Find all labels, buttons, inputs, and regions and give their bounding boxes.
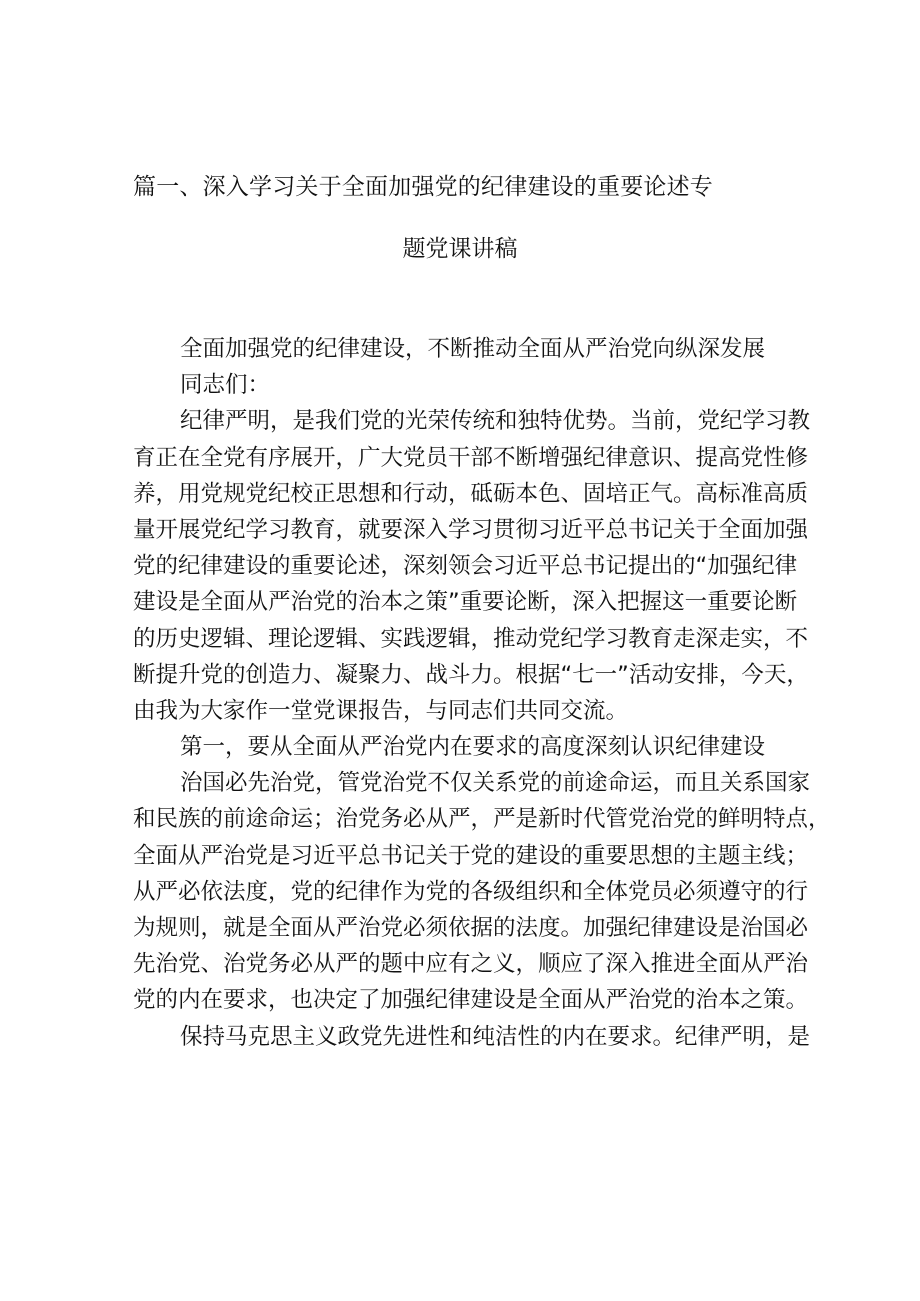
paragraph-line: 由我为大家作一堂党课报告，与同志们共同交流。 [133,697,629,724]
paragraph-line: 党的纪律建设的重要论述，深刻领会习近平总书记提出的“加强纪律 [133,553,798,580]
paragraph-line: 保持马克思主义政党先进性和纯洁性的内在要求。纪律严明，是 [180,1023,811,1050]
paragraph-line: 育正在全党有序展开，广大党员干部不断增强纪律意识、提高党性修 [133,444,809,471]
section-heading: 第一，要从全面从严治党内在要求的高度深刻认识纪律建设 [180,734,766,761]
salutation: 同志们： [180,372,271,399]
paragraph-line: 和民族的前途命运；治党务必从严，严是新时代管党治党的鲜明特点， [133,806,831,833]
paragraph-line: 为规则，就是全面从严治党必须依据的法度。加强纪律建设是治国必 [133,915,809,941]
paragraph-line: 的历史逻辑、理论逻辑、实践逻辑，推动党纪学习教育走深走实，不 [133,625,809,652]
document-body [133,331,831,1055]
paragraph-line: 纪律严明，是我们党的光荣传统和独特优势。当前，党纪学习教 [180,408,811,435]
paragraph-line: 党的内在要求，也决定了加强纪律建设是全面从严治党的治本之策。 [133,987,809,1014]
paragraph-line: 先治党、治党务必从严的题中应有之义，顺应了深入推进全面从严治 [133,951,809,978]
paragraph-line: 治国必先治党，管党治党不仅关系党的前途命运，而且关系国家 [180,770,811,797]
paragraph-line: 建设是全面从严治党的治本之策”重要论断，深入把握这一重要论断 [133,589,798,616]
subtitle: 全面加强党的纪律建设，不断推动全面从严治党向纵深发展 [180,336,766,362]
document-title-line-2: 题党课讲稿 [402,236,518,262]
paragraph-line: 从严必依法度，党的纪律作为党的各级组织和全体党员必须遵守的行 [133,878,809,905]
paragraph-line: 断提升党的创造力、凝聚力、战斗力。根据“七一”活动安排，今天， [133,661,809,688]
paragraph-line: 养，用党规党纪校正思想和行动，砥砺本色、固培正气。高标准高质 [133,480,809,507]
document-title-line-1: 篇一、深入学习关于全面加强党的纪律建设的重要论述专 [133,174,713,200]
paragraph-line: 全面从严治党是习近平总书记关于党的建设的重要思想的主题主线； [133,842,809,869]
paragraph-line: 量开展党纪学习教育，就要深入学习贯彻习近平总书记关于全面加强 [133,516,809,543]
